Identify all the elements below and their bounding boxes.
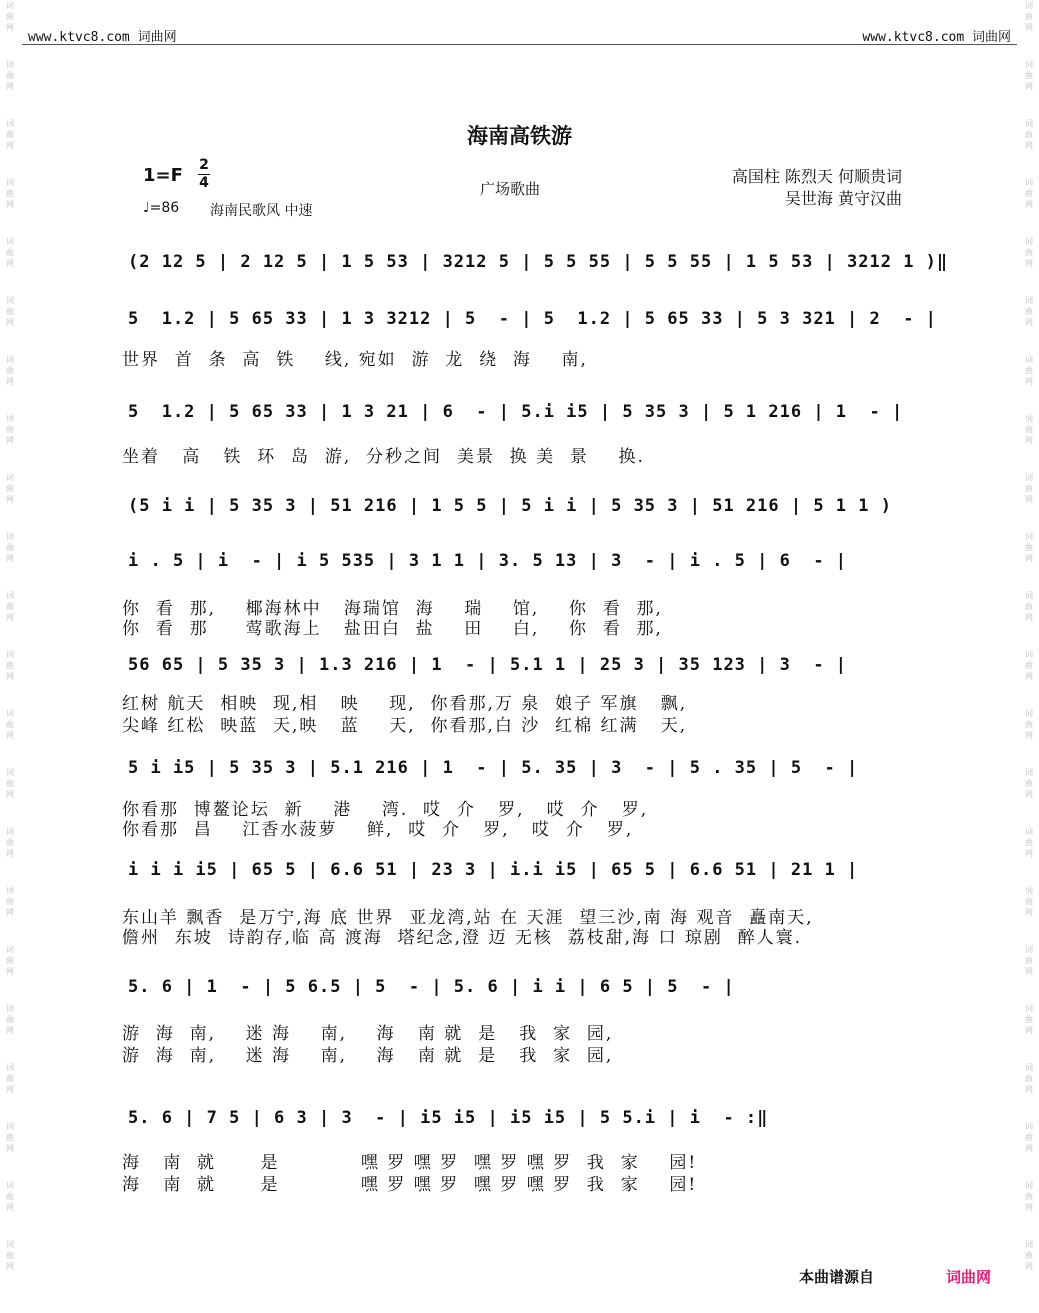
side-watermark-chars: 词 曲 网: [6, 119, 14, 150]
side-watermark-chars: 词 曲 网: [6, 60, 14, 91]
side-watermark-chars: 词 曲 网: [1025, 886, 1033, 917]
side-watermark-chars: 词 曲 网: [1025, 1122, 1033, 1153]
style-marking: 海南民歌风 中速: [210, 203, 313, 219]
score-line-6: 56 65 | 5 35 3 | 1.3 216 | 1 - | 5.1 1 | 25 3 | 35 123 | 3 - |: [128, 655, 848, 675]
lyric-line-8b: 儋州 东坡 诗韵存,临 高 渡海 塔纪念,澄 迈 无核 荔枝甜,海 口 琼剧 醉人寰.: [122, 928, 803, 948]
side-watermark-chars: 词 曲 网: [6, 1122, 14, 1153]
lyric-line-6b: 尖峰 红松 映蓝 天,映 蓝 天, 你看那,白 沙 红棉 红满 天,: [122, 716, 688, 736]
side-watermark-chars: 词 曲 网: [1025, 1004, 1033, 1035]
side-watermark-chars: 词 曲 网: [1025, 532, 1033, 563]
side-watermark-chars: 词 曲 网: [1025, 60, 1033, 91]
side-watermark-chars: 词 曲 网: [6, 414, 14, 445]
footer-site-logo[interactable]: 词曲网: [946, 1268, 992, 1286]
score-line-5: i . 5 | i - | i 5 535 | 3 1 1 | 3. 5 13 | 3 - | i . 5 | 6 - |: [128, 551, 848, 571]
score-line-2: 5 1.2 | 5 65 33 | 1 3 3212 | 5 - | 5 1.2 | 5 65 33 | 5 3 321 | 2 - |: [128, 309, 937, 329]
side-watermark-chars: 词 曲 网: [6, 886, 14, 917]
lyric-line-3: 坐着 高 铁 环 岛 游, 分秒之间 美景 换 美 景 换.: [122, 447, 645, 467]
meter-top: 2: [199, 157, 209, 173]
side-watermark-chars: 词 曲 网: [6, 768, 14, 799]
side-watermark-chars: 词 曲 网: [1025, 591, 1033, 622]
lyric-line-6a: 红树 航天 相映 现,相 映 现, 你看那,万 泉 娘子 军旗 飘,: [122, 694, 688, 714]
time-signature: [198, 158, 210, 191]
tempo-marking: ♩=86: [143, 200, 180, 216]
side-watermark-chars: 词 曲 网: [6, 650, 14, 681]
lyric-line-10a: 海 南 就 是 嘿 罗 嘿 罗 嘿 罗 嘿 罗 我 家 园!: [122, 1153, 698, 1173]
side-watermark-chars: 词 曲 网: [6, 709, 14, 740]
side-watermark-chars: 词 曲 网: [1025, 119, 1033, 150]
side-watermark-chars: 词 曲 网: [6, 473, 14, 504]
key-signature: 1=F: [143, 165, 183, 186]
side-watermark-chars: 词 曲 网: [1025, 709, 1033, 740]
score-line-4: (5 i i | 5 35 3 | 51 216 | 1 5 5 | 5 i i | 5 35 3 | 51 216 | 5 1 1 ): [128, 496, 892, 516]
side-watermark-chars: 词 曲 网: [1025, 296, 1033, 327]
side-watermark-chars: 词 曲 网: [6, 355, 14, 386]
side-watermark-chars: 词 曲 网: [1025, 1063, 1033, 1094]
lyric-line-5b: 你 看 那 莺歌海上 盐田白 盐 田 白, 你 看 那,: [122, 619, 663, 639]
side-watermark-chars: 词 曲 网: [1025, 355, 1033, 386]
side-watermark-chars: 词 曲 网: [6, 1240, 14, 1271]
side-watermark-chars: 词 曲 网: [6, 591, 14, 622]
score-line-7: 5 i i5 | 5 35 3 | 5.1 216 | 1 - | 5. 35 | 3 - | 5 . 35 | 5 - |: [128, 758, 859, 778]
side-watermark-chars: 词 曲 网: [1025, 414, 1033, 445]
header-divider: [22, 44, 1017, 45]
side-watermark-chars: 词 曲 网: [1025, 945, 1033, 976]
side-watermark-chars: 词 曲 网: [1025, 650, 1033, 681]
side-watermark-chars: 词 曲 网: [1025, 827, 1033, 858]
lyric-line-8a: 东山羊 飘香 是万宁,海 底 世界 亚龙湾,站 在 天涯 望三沙,南 海 观音 矗南天,: [122, 908, 814, 928]
side-watermark-chars: 词 曲 网: [1025, 473, 1033, 504]
song-title: 海南高铁游: [467, 123, 572, 148]
side-watermark-chars: 词 曲 网: [6, 1, 14, 32]
side-watermark-chars: 词 曲 网: [1025, 178, 1033, 209]
side-watermark-chars: 词 曲 网: [1025, 1, 1033, 32]
lyric-line-9b: 游 海 南, 迷 海 南, 海 南 就 是 我 家 园,: [122, 1046, 614, 1066]
side-watermark-chars: 词 曲 网: [6, 1181, 14, 1212]
side-watermark-chars: 词 曲 网: [1025, 1181, 1033, 1212]
lyric-line-10b: 海 南 就 是 嘿 罗 嘿 罗 嘿 罗 嘿 罗 我 家 园!: [122, 1175, 698, 1195]
lyric-line-7a: 你看那 博鳌论坛 新 港 湾. 哎 介 罗, 哎 介 罗,: [122, 800, 649, 820]
side-watermark-chars: 词 曲 网: [1025, 768, 1033, 799]
lyric-line-9a: 游 海 南, 迷 海 南, 海 南 就 是 我 家 园,: [122, 1024, 614, 1044]
score-line-8: i i i i5 | 65 5 | 6.6 51 | 23 3 | i.i i5 | 65 5 | 6.6 51 | 21 1 |: [128, 860, 859, 880]
score-line-9: 5. 6 | 1 - | 5 6.5 | 5 - | 5. 6 | i i | 6 5 | 5 - |: [128, 977, 735, 997]
score-line-3: 5 1.2 | 5 65 33 | 1 3 21 | 6 - | 5.i i5 | 5 35 3 | 5 1 216 | 1 - |: [128, 402, 904, 422]
lyricist-credit: 高国柱 陈烈天 何顺贵词: [731, 167, 902, 186]
site-watermark-right[interactable]: www.ktvc8.com 词曲网: [862, 30, 1011, 45]
composer-credit: 吴世海 黄守汉曲: [784, 189, 902, 208]
score-line-10: 5. 6 | 7 5 | 6 3 | 3 - | i5 i5 | i5 i5 | 5 5.i | i - :‖: [128, 1108, 769, 1128]
side-watermark-right: [1023, 0, 1035, 1298]
side-watermark-chars: 词 曲 网: [6, 237, 14, 268]
genre-label: 广场歌曲: [480, 180, 541, 198]
side-watermark-left: [4, 0, 16, 1298]
meter-bottom: 4: [199, 175, 209, 191]
side-watermark-chars: 词 曲 网: [6, 1004, 14, 1035]
side-watermark-chars: 词 曲 网: [6, 178, 14, 209]
side-watermark-chars: 词 曲 网: [6, 296, 14, 327]
site-watermark-left[interactable]: www.ktvc8.com 词曲网: [28, 30, 177, 45]
footer-source-label: 本曲谱源自: [799, 1268, 875, 1286]
score-line-1: (2 12 5 | 2 12 5 | 1 5 53 | 3212 5 | 5 5 55 | 5 5 55 | 1 5 53 | 3212 1 )‖: [128, 252, 949, 272]
side-watermark-chars: 词 曲 网: [6, 945, 14, 976]
lyric-line-2: 世界 首 条 高 铁 线, 宛如 游 龙 绕 海 南,: [122, 350, 588, 370]
side-watermark-chars: 词 曲 网: [6, 1063, 14, 1094]
side-watermark-chars: 词 曲 网: [6, 827, 14, 858]
side-watermark-chars: 词 曲 网: [1025, 237, 1033, 268]
lyric-line-7b: 你看那 昌 江香水菠萝 鲜, 哎 介 罗, 哎 介 罗,: [122, 820, 634, 840]
side-watermark-chars: 词 曲 网: [1025, 1240, 1033, 1271]
lyric-line-5a: 你 看 那, 椰海林中 海瑞馆 海 瑞 馆, 你 看 那,: [122, 599, 663, 619]
side-watermark-chars: 词 曲 网: [6, 532, 14, 563]
